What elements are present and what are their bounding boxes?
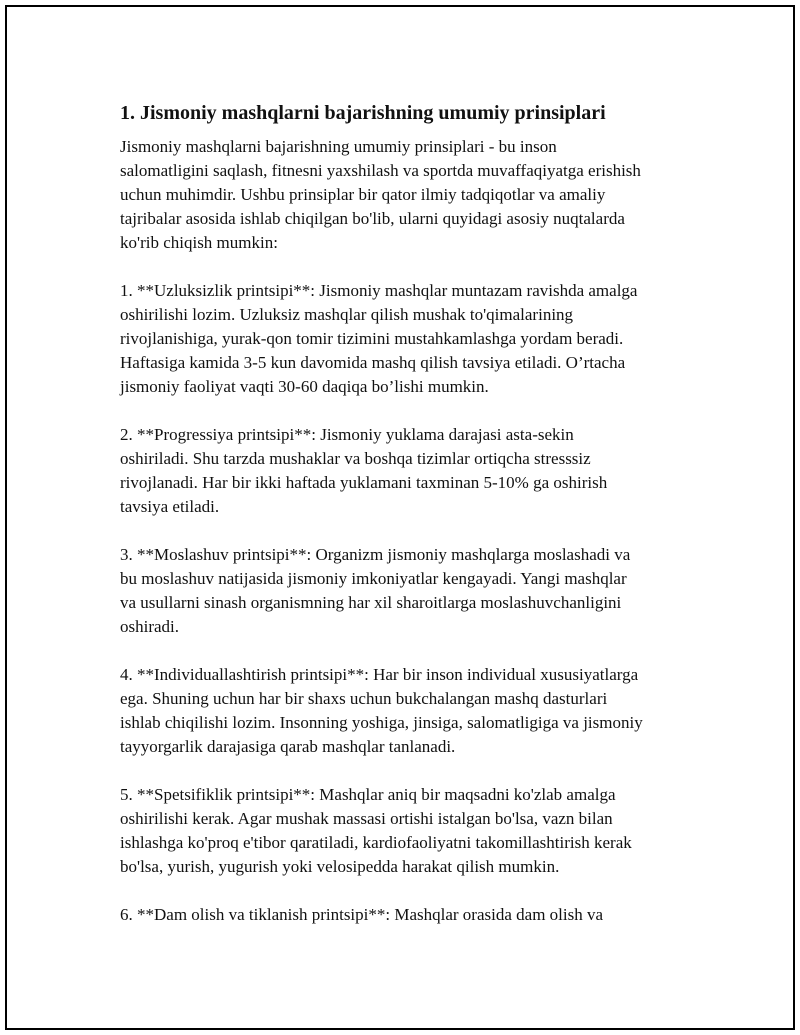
text-line: ega. Shuning uchun har bir shaxs uchun bukchalangan mashq dasturlari (120, 689, 608, 708)
text-line: oshiriladi. Shu tarzda mushaklar va boshqa tizimlar ortiqcha stresssiz (120, 449, 591, 468)
text-line: ishlashga ko'proq e'tibor qaratiladi, kardiofaoliyatni takomillashtirish kerak (120, 833, 632, 852)
page-frame (5, 5, 795, 1030)
text-line: rivojlanadi. Har bir ikki haftada yuklamani taxminan 5-10% ga oshirish (120, 473, 608, 492)
document-body (120, 99, 710, 927)
text-line: oshirilishi lozim. Uzluksiz mashqlar qilish mushak to'qimalarining (120, 305, 574, 324)
text-line: oshiradi. (120, 617, 180, 636)
text-line: Jismoniy mashqlarni bajarishning umumiy prinsiplari - bu inson (120, 137, 557, 156)
text-line: Haftasiga kamida 3-5 kun davomida mashq qilish tavsiya etiladi. O’rtacha (120, 353, 626, 372)
principle-rest-recovery (120, 903, 710, 927)
text-line: va usullarni sinash organismning har xil sharoitlarga moslashuvchanligini (120, 593, 622, 612)
principle-continuity (120, 279, 710, 399)
text-line: 6. **Dam olish va tiklanish printsipi**: Mashqlar orasida dam olish va (120, 905, 604, 924)
text-line: 5. **Spetsifiklik printsipi**: Mashqlar aniq bir maqsadni ko'zlab amalga (120, 785, 616, 804)
text-line: bu moslashuv natijasida jismoniy imkoniyatlar kengayadi. Yangi mashqlar (120, 569, 627, 588)
text-line: 4. **Individuallashtirish printsipi**: Har bir inson individual xususiyatlarga (120, 665, 639, 684)
text-line: salomatligini saqlash, fitnesni yaxshilash va sportda muvaffaqiyatga erishish (120, 161, 641, 180)
text-line: oshirilishi kerak. Agar mushak massasi ortishi istalgan bo'lsa, vazn bilan (120, 809, 613, 828)
text-line: jismoniy faoliyat vaqti 30-60 daqiqa bo’lishi mumkin. (120, 377, 489, 396)
text-line: rivojlanishiga, yurak-qon tomir tizimini mustahkamlashga yordam beradi. (120, 329, 624, 348)
text-line: tayyorgarlik darajasiga qarab mashqlar tanlanadi. (120, 737, 456, 756)
text-line: 1. **Uzluksizlik printsipi**: Jismoniy mashqlar muntazam ravishda amalga (120, 281, 638, 300)
principle-progression (120, 423, 710, 519)
text-line: 2. **Progressiya printsipi**: Jismoniy yuklama darajasi asta-sekin (120, 425, 574, 444)
text-line: bo'lsa, yurish, yugurish yoki velosipedda harakat qilish mumkin. (120, 857, 560, 876)
principle-individualization (120, 663, 710, 759)
intro-paragraph (120, 135, 710, 255)
text-line: tavsiya etiladi. (120, 497, 220, 516)
text-line: uchun muhimdir. Ushbu prinsiplar bir qator ilmiy tadqiqotlar va amaliy (120, 185, 606, 204)
text-line: ishlab chiqilishi lozim. Insonning yoshiga, jinsiga, salomatligiga va jismoniy (120, 713, 643, 732)
text-line: 3. **Moslashuv printsipi**: Organizm jismoniy mashqlarga moslashadi va (120, 545, 631, 564)
principle-adaptation (120, 543, 710, 639)
text-line: tajribalar asosida ishlab chiqilgan bo'lib, ularni quyidagi asosiy nuqtalarda (120, 209, 625, 228)
text-line: ko'rib chiqish mumkin: (120, 233, 278, 252)
principle-specificity (120, 783, 710, 879)
section-heading: 1. Jismoniy mashqlarni bajarishning umumiy prinsiplari (120, 102, 606, 124)
